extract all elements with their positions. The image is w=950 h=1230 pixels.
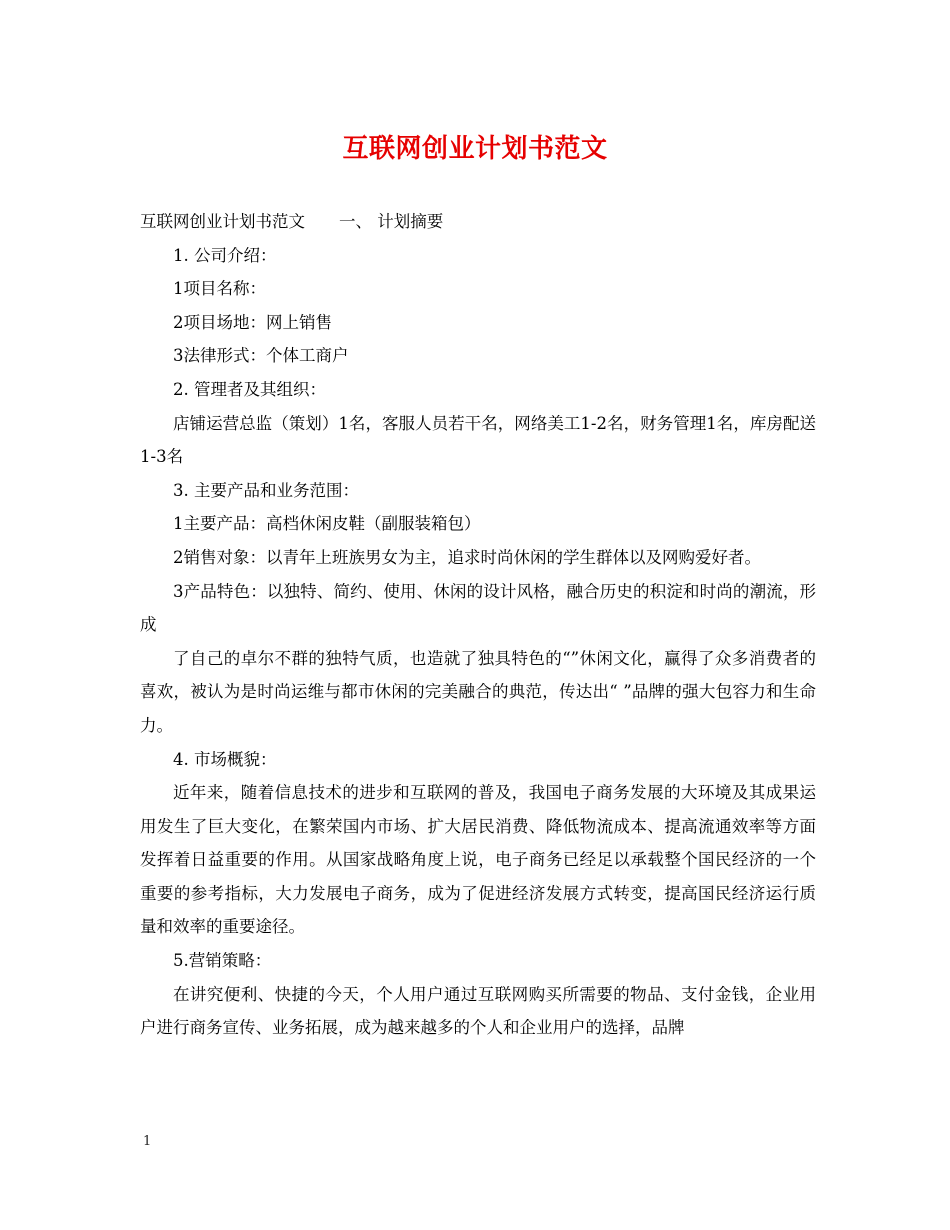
paragraph: 1项目名称： [173,279,266,299]
intro-line [140,205,816,239]
paragraph: 5.营销策略： [173,951,272,971]
paragraph: 近年来，随着信息技术的进步和互联网的普及，我国电子商务发展的大环境及其成果运用发生了巨大变化，在繁荣国内市场、扩大居民消费、降低物流成本、提高流通效率等方面发挥着日益重要的作用。从国家战略角度上说，电子商务已经足以承载整个国民经济的一个重要的参考指标，大力发展电子商务，成为了促进经济发展方式转变，提高国民经济运行质量和效率的重要途径。 [140,783,816,937]
intro-left-text: 互联网创业计划书范文 [140,212,305,231]
paragraph: 在讲究便利、快捷的今天，个人用户通过互联网购买所需要的物品、支付金钱，企业用户进行商务宣传、业务拓展，成为越来越多的个人和企业用户的选择，品牌 [140,984,816,1038]
paragraph: 2销售对象：以青年上班族男女为主，追求时尚休闲的学生群体以及网购爱好者。 [173,547,761,567]
paragraph: 1. 公司介绍： [173,245,277,265]
paragraph: 4. 市场概貌： [173,749,277,769]
paragraph: 店铺运营总监（策划）1名，客服人员若干名，网络美工1-2名，财务管理1名，库房配送1-3名 [140,413,816,467]
paragraph: 3法律形式：个体工商户 [173,346,349,366]
paragraph: 3产品特色：以独特、简约、使用、休闲的设计风格，融合历史的积淀和时尚的潮流，形成 [140,581,816,635]
paragraph: 2项目场地：网上销售 [173,312,332,332]
paragraph: 了自己的卓尔不群的独特气质，也造就了独具特色的“”休闲文化，赢得了众多消费者的喜欢，被认为是时尚运维与都市休闲的完美融合的典范，传达出“ ”品牌的强大包容力和生命力。 [140,648,816,735]
document-title: 互联网创业计划书范文 [342,134,608,164]
intro-right-text: 一、 计划摘要 [339,212,444,231]
paragraph: 3. 主要产品和业务范围： [173,480,359,500]
document-body [140,205,816,1045]
paragraph: 2. 管理者及其组织： [173,379,326,399]
page-number: 1 [143,1134,152,1149]
paragraph: 1主要产品：高档休闲皮鞋（副服装箱包） [173,514,481,534]
